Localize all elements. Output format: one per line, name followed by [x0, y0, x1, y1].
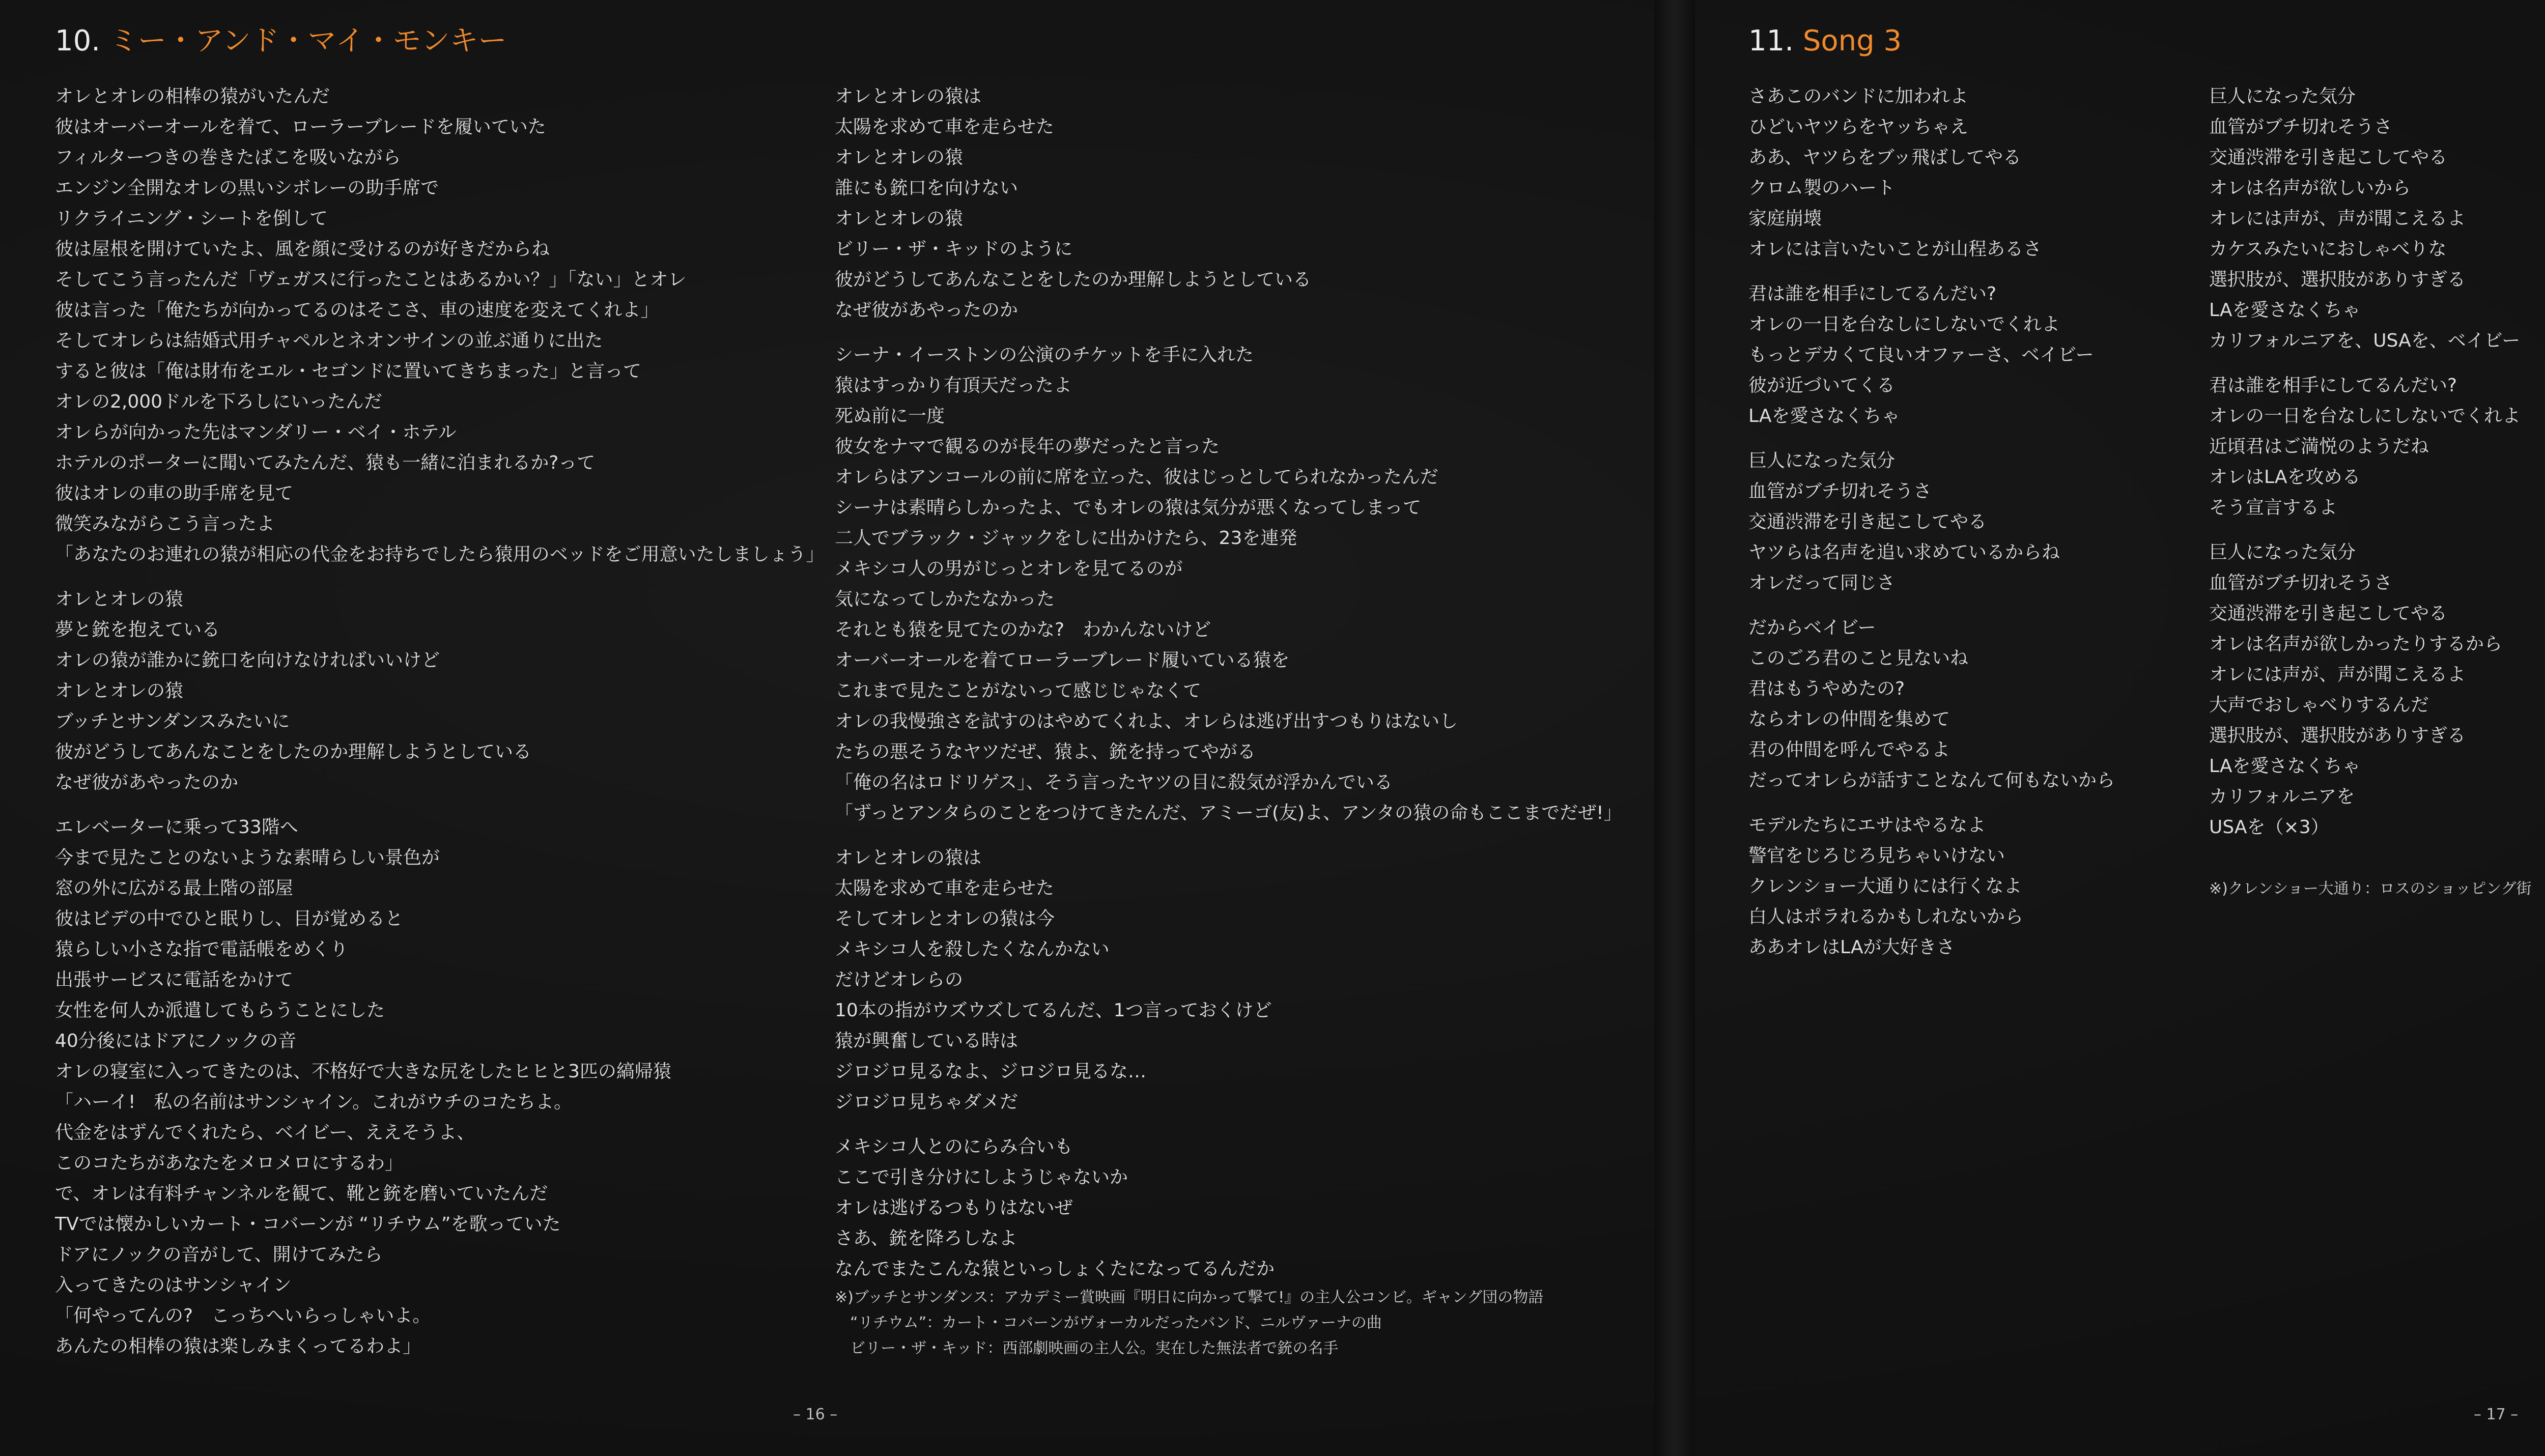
lyric-line: 出張サービスに電話をかけて: [55, 969, 294, 990]
lyric-line: オレは名声が欲しかったりするから: [2209, 634, 2503, 654]
lyric-line: ならオレの仲間を集めて: [1748, 709, 1950, 730]
lyric-line: オレの一日を台なしにしないでくれよ: [2209, 406, 2521, 426]
lyric-line: 巨人になった気分: [2209, 542, 2356, 563]
lyric-line: なぜ彼があやったのか: [835, 300, 1019, 321]
lyric-line: カリフォルニアを: [2209, 786, 2355, 807]
lyric-line: シーナは素晴らしかったよ、でもオレの猿は気分が悪くなってしまって: [835, 497, 1422, 518]
lyric-line: クロム製のハート: [1748, 178, 1896, 198]
lyric-line: オレの寝室に入ってきたのは、不格好で大きな尻をしたヒヒと3匹の縞帰猿: [55, 1061, 671, 1082]
lyric-line: 二人でブラック・ジャックをしに出かけたら、23を連発: [835, 528, 1297, 549]
lyric-line: 猿が興奮している時は: [835, 1031, 1019, 1051]
lyric-line: 君は誰を相手にしてるんだい?: [1748, 283, 1997, 304]
lyric-line: 交通渋滞を引き起こしてやる: [1748, 511, 1987, 532]
lyric-line: 「ずっとアンタらのことをつけてきたんだ、アミーゴ(友)よ、アンタの猿の命もここまでだぜ!」: [835, 803, 1622, 823]
footnote-line: ビリー・ザ・キッド：西部劇映画の主人公。実在した無法者で銃の名手: [835, 1339, 1339, 1357]
song-10-heading: [55, 23, 507, 59]
song-10-title: ミー・アンド・マイ・モンキー: [109, 24, 507, 58]
lyric-line: 巨人になった気分: [2209, 86, 2356, 107]
lyric-line: 窓の外に広がる最上階の部屋: [55, 878, 294, 899]
lyric-stanza: [2209, 537, 2521, 843]
lyric-line: 彼はオーバーオールを着て、ローラーブレードを履いていた: [55, 117, 546, 137]
lyric-stanza: [55, 81, 825, 570]
lyric-line: 交通渋滞を引き起こしてやる: [2209, 147, 2448, 168]
lyric-line: カケスみたいにおしゃべりな: [2209, 239, 2447, 260]
lyric-line: オレの一日を台なしにしないでくれよ: [1748, 314, 2060, 335]
lyric-line: 40分後にはドアにノックの音: [55, 1031, 297, 1051]
lyric-line: たちの悪そうなヤツだぜ、猿よ、銃を持ってやがる: [835, 741, 1256, 762]
lyric-line: オレには声が、声が聞こえるよ: [2209, 664, 2466, 685]
lyric-line: 血管がブチ切れそうさ: [1748, 481, 1932, 502]
lyric-line: 女性を何人か派遣してもらうことにした: [55, 1000, 385, 1021]
lyric-line: 白人はポラれるかもしれないから: [1748, 906, 2024, 927]
lyric-stanza: [1748, 279, 2115, 432]
lyric-line: 「何やってんの? こっちへいらっしゃいよ。: [55, 1305, 431, 1326]
lyric-line: 「あなたのお連れの猿が相応の代金をお持ちでしたら猿用のベッドをご用意いたしましょう」: [55, 544, 825, 565]
lyric-line: リクライニング・シートを倒して: [55, 208, 328, 229]
lyric-line: クレンショー大通りには行くなよ: [1748, 876, 2022, 897]
lyric-stanza: [55, 812, 825, 1362]
lyric-line: オレの猿が誰かに銃口を向けなければいいけど: [55, 650, 440, 671]
lyric-line: オレとオレの猿は: [835, 847, 982, 868]
lyric-line: 彼が近づいてくる: [1748, 375, 1896, 396]
page-gutter: [1654, 0, 1695, 1456]
lyric-line: 夢と銃を抱えている: [55, 619, 220, 640]
page-number: – 17 –: [2474, 1406, 2519, 1423]
lyric-line: 気になってしかたなかった: [835, 589, 1055, 610]
lyrics-column: [1748, 81, 2115, 977]
lyric-line: オレとオレの相棒の猿がいたんだ: [55, 86, 330, 107]
lyric-line: ジロジロ見るなよ、ジロジロ見るな…: [835, 1061, 1147, 1082]
lyric-line: 君の仲間を呼んでやるよ: [1748, 739, 1950, 760]
lyric-line: オレらはアンコールの前に席を立った、彼はじっとしてられなかったんだ: [835, 467, 1438, 488]
lyric-line: メキシコ人を殺したくなんかない: [835, 939, 1110, 960]
lyric-line: ヤツらは名声を追い求めているからね: [1748, 542, 2060, 563]
lyric-line: 太陽を求めて車を走らせた: [835, 878, 1054, 899]
lyric-line: 選択肢が、選択肢がありすぎる: [2209, 725, 2466, 746]
lyric-line: オレとオレの猿: [835, 208, 964, 229]
lyric-stanza: [1748, 613, 2115, 796]
lyric-line: 彼は屋根を開けていたよ、風を顔に受けるのが好きだからね: [55, 239, 550, 260]
lyric-line: 誰にも銃口を向けない: [835, 178, 1019, 198]
lyric-line: もっとデカくて良いオファーさ、ベイビー: [1748, 345, 2094, 365]
lyric-line: すると彼は「俺は財布をエル・セゴンドに置いてきちまった」と言って: [55, 361, 642, 382]
lyric-line: LAを愛さなくちゃ: [1748, 406, 1900, 426]
lyric-line: ああオレはLAが大好きさ: [1748, 937, 1955, 958]
lyric-line: オレの2,000ドルを下ろしにいったんだ: [55, 391, 383, 412]
lyric-line: なんでまたこんな猿といっしょくたになってるんだか: [835, 1259, 1275, 1279]
song-11-heading: [1748, 23, 1902, 59]
lyric-stanza: [1748, 81, 2115, 265]
lyric-line: オレには言いたいことが山程あるさ: [1748, 239, 2042, 260]
lyric-line: これまで見たことがないって感じじゃなくて: [835, 680, 1202, 701]
lyric-stanza: [835, 340, 1622, 829]
lyric-line: 今まで見たことのないような素晴らしい景色が: [55, 847, 440, 868]
lyric-line: ひどいヤツらをヤッちゃえ: [1748, 117, 1969, 137]
lyric-line: あんたの相棒の猿は楽しみまくってるわよ」: [55, 1336, 421, 1357]
lyric-line: 「俺の名はロドリゲス」、そう言ったヤツの目に殺気が浮かんでいる: [835, 772, 1393, 793]
lyric-line: エンジン全開なオレの黒いシボレーの助手席で: [55, 178, 439, 198]
lyric-line: オレの我慢強さを試すのはやめてくれよ、オレらは逃げ出すつもりはないし: [835, 711, 1458, 732]
lyric-line: メキシコ人とのにらみ合いも: [835, 1136, 1073, 1157]
lyric-line: ここで引き分けにしようじゃないか: [835, 1167, 1128, 1188]
song-11-title: Song 3: [1802, 24, 1902, 58]
lyric-line: 彼はオレの車の助手席を見て: [55, 483, 294, 504]
lyric-line: 交通渋滞を引き起こしてやる: [2209, 603, 2448, 624]
lyric-line: 彼はビデの中でひと眠りし、目が覚めると: [55, 908, 404, 929]
footnote-line: ※)クレンショー大通り：ロスのショッピング街: [2209, 880, 2532, 898]
lyric-line: エレベーターに乗って33階へ: [55, 817, 298, 838]
lyric-line: オレとオレの猿: [55, 589, 184, 610]
lyric-line: だけどオレらの: [835, 969, 964, 990]
lyric-line: 死ぬ前に一度: [835, 406, 945, 426]
lyric-stanza: [55, 584, 825, 798]
lyric-line: 近頃君はご満悦のようだね: [2209, 436, 2429, 457]
lyric-line: 彼がどうしてあんなことをしたのか理解しようとしている: [835, 269, 1312, 290]
lyric-line: 「ハーイ! 私の名前はサンシャイン。これがウチのコたちよ。: [55, 1092, 573, 1112]
lyric-line: メキシコ人の男がじっとオレを見てるのが: [835, 558, 1183, 579]
lyric-line: それとも猿を見てたのかな? わかんないけど: [835, 619, 1211, 640]
lyric-line: だからベイビー: [1748, 617, 1876, 638]
lyric-line: 君は誰を相手にしてるんだい?: [2209, 375, 2457, 396]
lyric-line: ブッチとサンダンスみたいに: [55, 711, 290, 732]
lyric-line: オレらが向かった先はマンダリー・ベイ・ホテル: [55, 422, 457, 443]
lyric-stanza: [2209, 370, 2521, 523]
lyric-line: LAを愛さなくちゃ: [2209, 300, 2361, 321]
lyric-line: オレには声が、声が聞こえるよ: [2209, 208, 2466, 229]
lyric-line: 警官をじろじろ見ちゃいけない: [1748, 845, 2005, 866]
footnotes: [835, 1285, 1543, 1361]
lyric-line: オレとオレの猿: [55, 680, 184, 701]
lyric-line: ホテルのポーターに聞いてみたんだ、猿も一緒に泊まれるか?って: [55, 452, 596, 473]
lyric-line: さあこのバンドに加われよ: [1748, 86, 1969, 107]
lyric-line: TVでは懐かしいカート・コバーンが “リチウム”を歌っていた: [55, 1214, 561, 1235]
lyric-line: 血管がブチ切れそうさ: [2209, 573, 2393, 593]
footnote-line: “リチウム”：カート・コバーンがヴォーカルだったバンド、ニルヴァーナの曲: [835, 1314, 1382, 1332]
lyric-line: 彼がどうしてあんなことをしたのか理解しようとしている: [55, 741, 532, 762]
lyric-line: 10本の指がウズウズしてるんだ、1つ言っておくけど: [835, 1000, 1272, 1021]
lyric-line: で、オレは有料チャンネルを観て、靴と銃を磨いていたんだ: [55, 1183, 548, 1204]
lyric-line: ああ、ヤツらをブッ飛ばしてやる: [1748, 147, 2022, 168]
lyric-line: 猿らしい小さな指で電話帳をめくり: [55, 939, 349, 960]
lyric-line: LAを愛さなくちゃ: [2209, 756, 2361, 777]
lyric-line: 微笑みながらこう言ったよ: [55, 513, 275, 534]
lyric-line: 君はもうやめたの?: [1748, 678, 1905, 699]
lyric-line: このごろ君のこと見ないね: [1748, 648, 1969, 669]
footnotes: [2209, 876, 2532, 902]
lyric-line: だってオレらが話すことなんて何もないから: [1748, 770, 2115, 791]
lyric-line: ドアにノックの音がして、開けてみたら: [55, 1244, 383, 1265]
lyric-line: そしてオレとオレの猿は今: [835, 908, 1055, 929]
lyric-line: なぜ彼があやったのか: [55, 772, 239, 793]
song-11-number: 11.: [1748, 24, 1794, 58]
lyric-line: オレとオレの猿は: [835, 86, 982, 107]
lyric-line: 太陽を求めて車を走らせた: [835, 117, 1054, 137]
lyric-stanza: [835, 843, 1622, 1118]
lyric-line: 巨人になった気分: [1748, 450, 1896, 471]
lyric-line: このコたちがあなたをメロメロにするわ」: [55, 1153, 404, 1174]
footnote-line: ※)ブッチとサンダンス：アカデミー賞映画『明日に向かって撃て!』の主人公コンビ。ギャング団の物語: [835, 1289, 1544, 1306]
lyric-line: オレとオレの猿: [835, 147, 964, 168]
lyric-line: オレは逃げるつもりはないぜ: [835, 1197, 1073, 1218]
lyric-line: 家庭崩壊: [1748, 208, 1822, 229]
lyric-stanza: [1748, 810, 2115, 963]
lyrics-column: [835, 81, 1622, 1299]
lyric-line: フィルターつきの巻きたばこを吸いながら: [55, 147, 401, 168]
lyric-stanza: [835, 1132, 1622, 1284]
song-10-number: 10.: [55, 24, 101, 58]
lyric-line: そしてこう言ったんだ「ヴェガスに行ったことはあるかい？」「ない」とオレ: [55, 269, 687, 290]
lyric-line: 猿はすっかり有頂天だったよ: [835, 375, 1072, 396]
lyric-stanza: [2209, 81, 2521, 356]
lyric-line: USAを（×3）: [2209, 817, 2329, 838]
lyric-line: 代金をはずんでくれたら、ベイビー、ええそうよ、: [55, 1122, 475, 1143]
lyric-line: カリフォルニアを、USAを、ベイビー: [2209, 330, 2521, 351]
lyric-stanza: [835, 81, 1622, 326]
lyric-line: ビリー・ザ・キッドのように: [835, 239, 1073, 260]
lyric-line: オレは名声が欲しいから: [2209, 178, 2411, 198]
lyric-line: そう宣言するよ: [2209, 497, 2338, 518]
page-number: – 16 –: [793, 1406, 838, 1423]
lyric-line: 入ってきたのはサンシャイン: [55, 1275, 292, 1296]
lyric-line: 大声でおしゃべりするんだ: [2209, 695, 2429, 716]
lyric-line: 彼女をナマで観るのが長年の夢だったと言った: [835, 436, 1220, 457]
lyric-line: さあ、銃を降ろしなよ: [835, 1228, 1017, 1249]
lyric-line: 彼は言った「俺たちが向かってるのはそこさ、車の速度を変えてくれよ」: [55, 300, 659, 321]
lyrics-column: [55, 81, 825, 1376]
lyric-line: そしてオレらは結婚式用チャペルとネオンサインの並ぶ通りに出た: [55, 330, 603, 351]
lyric-line: 選択肢が、選択肢がありすぎる: [2209, 269, 2466, 290]
lyric-line: ジロジロ見ちゃダメだ: [835, 1092, 1019, 1112]
lyric-line: オーバーオールを着てローラーブレード履いている猿を: [835, 650, 1290, 671]
lyric-line: シーナ・イーストンの公演のチケットを手に入れた: [835, 345, 1254, 365]
lyric-line: 血管がブチ切れそうさ: [2209, 117, 2393, 137]
lyrics-column: [2209, 81, 2521, 857]
lyric-stanza: [1748, 446, 2115, 598]
lyric-line: オレだって同じさ: [1748, 573, 1896, 593]
lyric-line: オレはLAを攻める: [2209, 467, 2361, 488]
lyric-line: モデルたちにエサはやるなよ: [1748, 815, 1986, 836]
